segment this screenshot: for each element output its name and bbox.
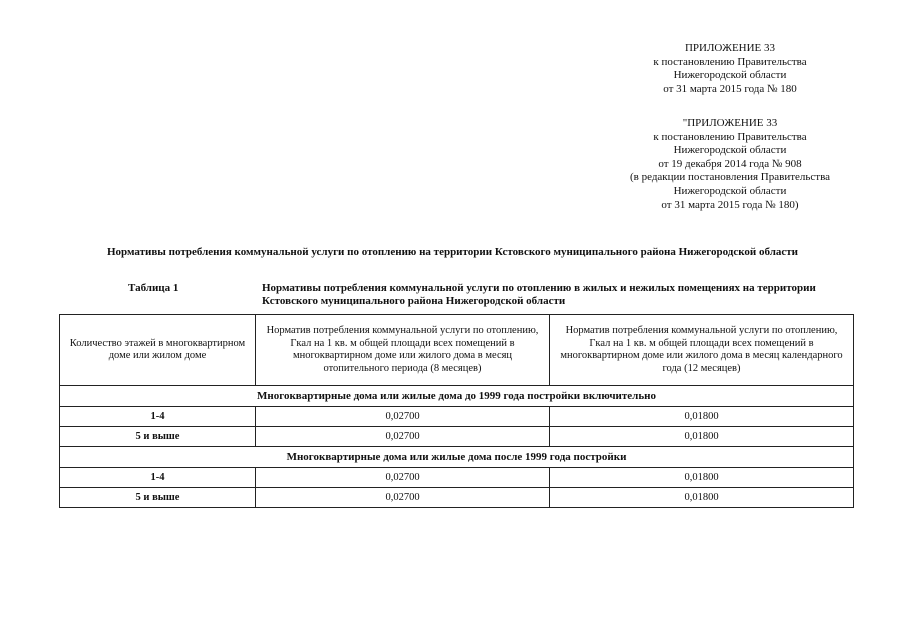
cell-heating-period: 0,02700	[256, 427, 550, 447]
appendix-line: (в редакции постановления Правительства	[629, 171, 831, 184]
section-title: Многоквартирные дома или жилые дома до 1999 года постройки включительно	[60, 386, 854, 407]
appendix-line: "ПРИЛОЖЕНИЕ 33	[682, 117, 778, 129]
table-caption: Нормативы потребления коммунальной услуги по отоплению в жилых и нежилых помещениях на территории Кстовского муниципального района Нижегородской области	[262, 282, 816, 307]
cell-floors: 5 и выше	[60, 427, 256, 447]
cell-heating-period: 0,02700	[256, 407, 550, 427]
appendix-line: Нижегородской области	[673, 144, 787, 157]
cell-calendar-year: 0,01800	[550, 488, 854, 508]
appendix-line: к постановлению Правительства	[653, 55, 807, 68]
appendix-line: ПРИЛОЖЕНИЕ 33	[684, 42, 776, 54]
appendix-line: к постановлению Правительства	[653, 130, 807, 143]
appendix-line: от 19 декабря 2014 года № 908	[658, 157, 802, 170]
appendix-original	[560, 117, 900, 212]
table-label: Таблица 1	[128, 282, 179, 294]
section-row	[60, 447, 854, 468]
table-row	[60, 468, 854, 488]
norms-table	[59, 314, 854, 508]
cell-calendar-year: 0,01800	[550, 427, 854, 447]
table-row	[60, 427, 854, 447]
cell-calendar-year: 0,01800	[550, 407, 854, 427]
cell-floors: 1-4	[60, 407, 256, 427]
cell-calendar-year: 0,01800	[550, 468, 854, 488]
appendix-current	[560, 42, 900, 96]
header-heating-period: Норматив потребления коммунальной услуги по отоплению, Гкал на 1 кв. м общей площади всех помещений в многоквартирном доме или жилого дома в месяц отопительного периода (8 месяцев)	[256, 315, 550, 386]
header-floors: Количество этажей в многоквартирном доме или жилом доме	[60, 315, 256, 386]
section-row	[60, 386, 854, 407]
document-title: Нормативы потребления коммунальной услуги по отоплению на территории Кстовского муниципального района Нижегородской области	[106, 246, 799, 258]
cell-heating-period: 0,02700	[256, 488, 550, 508]
table-header-row	[60, 315, 854, 386]
appendix-line: от 31 марта 2015 года № 180	[663, 82, 797, 95]
cell-heating-period: 0,02700	[256, 468, 550, 488]
table-row	[60, 488, 854, 508]
cell-floors: 1-4	[60, 468, 256, 488]
table-row	[60, 407, 854, 427]
appendix-line: Нижегородской области	[673, 184, 787, 197]
appendix-line: Нижегородской области	[673, 69, 787, 82]
appendix-line: от 31 марта 2015 года № 180)	[661, 198, 799, 211]
section-title: Многоквартирные дома или жилые дома после 1999 года постройки	[60, 447, 854, 468]
header-calendar-year: Норматив потребления коммунальной услуги по отоплению, Гкал на 1 кв. м общей площади всех помещений в многоквартирном доме или жилого дома в месяц календарного года (12 месяцев)	[550, 315, 854, 386]
cell-floors: 5 и выше	[60, 488, 256, 508]
